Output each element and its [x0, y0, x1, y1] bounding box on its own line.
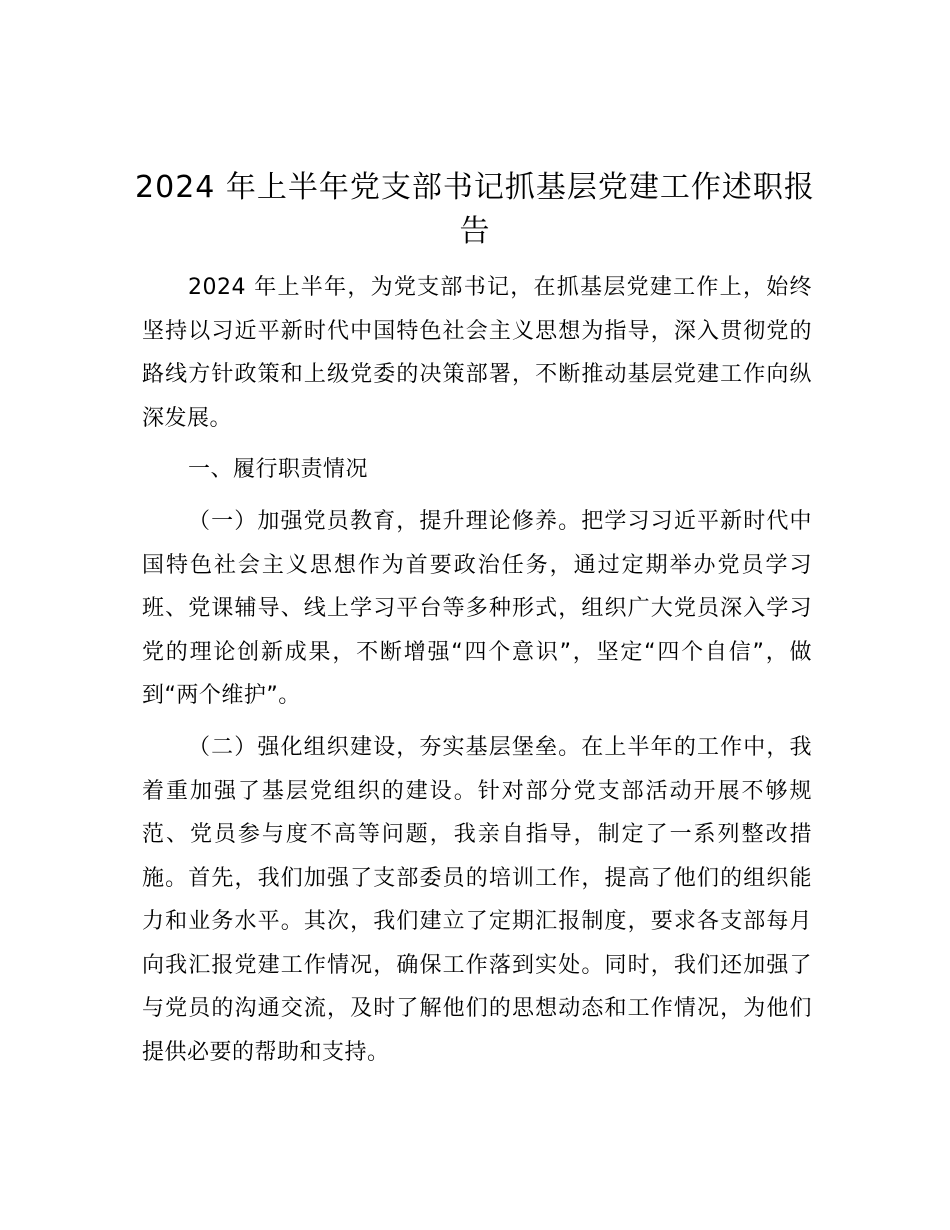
intro-paragraph: 2024 年上半年，为党支部书记，在抓基层党建工作上，始终坚持以习近平新时代中国特色社会主义思想为指导，深入贯彻党的路线方针政策和上级党委的决策部署，不断推动基层党建工作向纵深发展。: [142, 275, 812, 431]
section-item-2-paragraph: （二）强化组织建设，夯实基层堡垒。在上半年的工作中，我着重加强了基层党组织的建设。针对部分党支部活动开展不够规范、党员参与度不高等问题，我亲自指导，制定了一系列整改措施。首先，我们加强了支部委员的培训工作，提高了他们的组织能力和业务水平。其次，我们建立了定期汇报制度，要求各支部每月向我汇报党建工作情况，确保工作落到实处。同时，我们还加强了与党员的沟通交流，及时了解他们的思想动态和工作情况，为他们提供必要的帮助和支持。: [142, 735, 812, 1065]
section-heading-1: 一、履行职责情况: [188, 457, 369, 482]
section-item-1-paragraph: （一）加强党员教育，提升理论修养。把学习习近平新时代中国特色社会主义思想作为首要政治任务，通过定期举办党员学习班、党课辅导、线上学习平台等多种形式，组织广大党员深入学习党的理论创新成果，不断增强“四个意识”，坚定“四个自信”，做到“两个维护”。: [142, 509, 812, 708]
document-title: 2024 年上半年党支部书记抓基层党建工作述职报告: [135, 170, 815, 249]
